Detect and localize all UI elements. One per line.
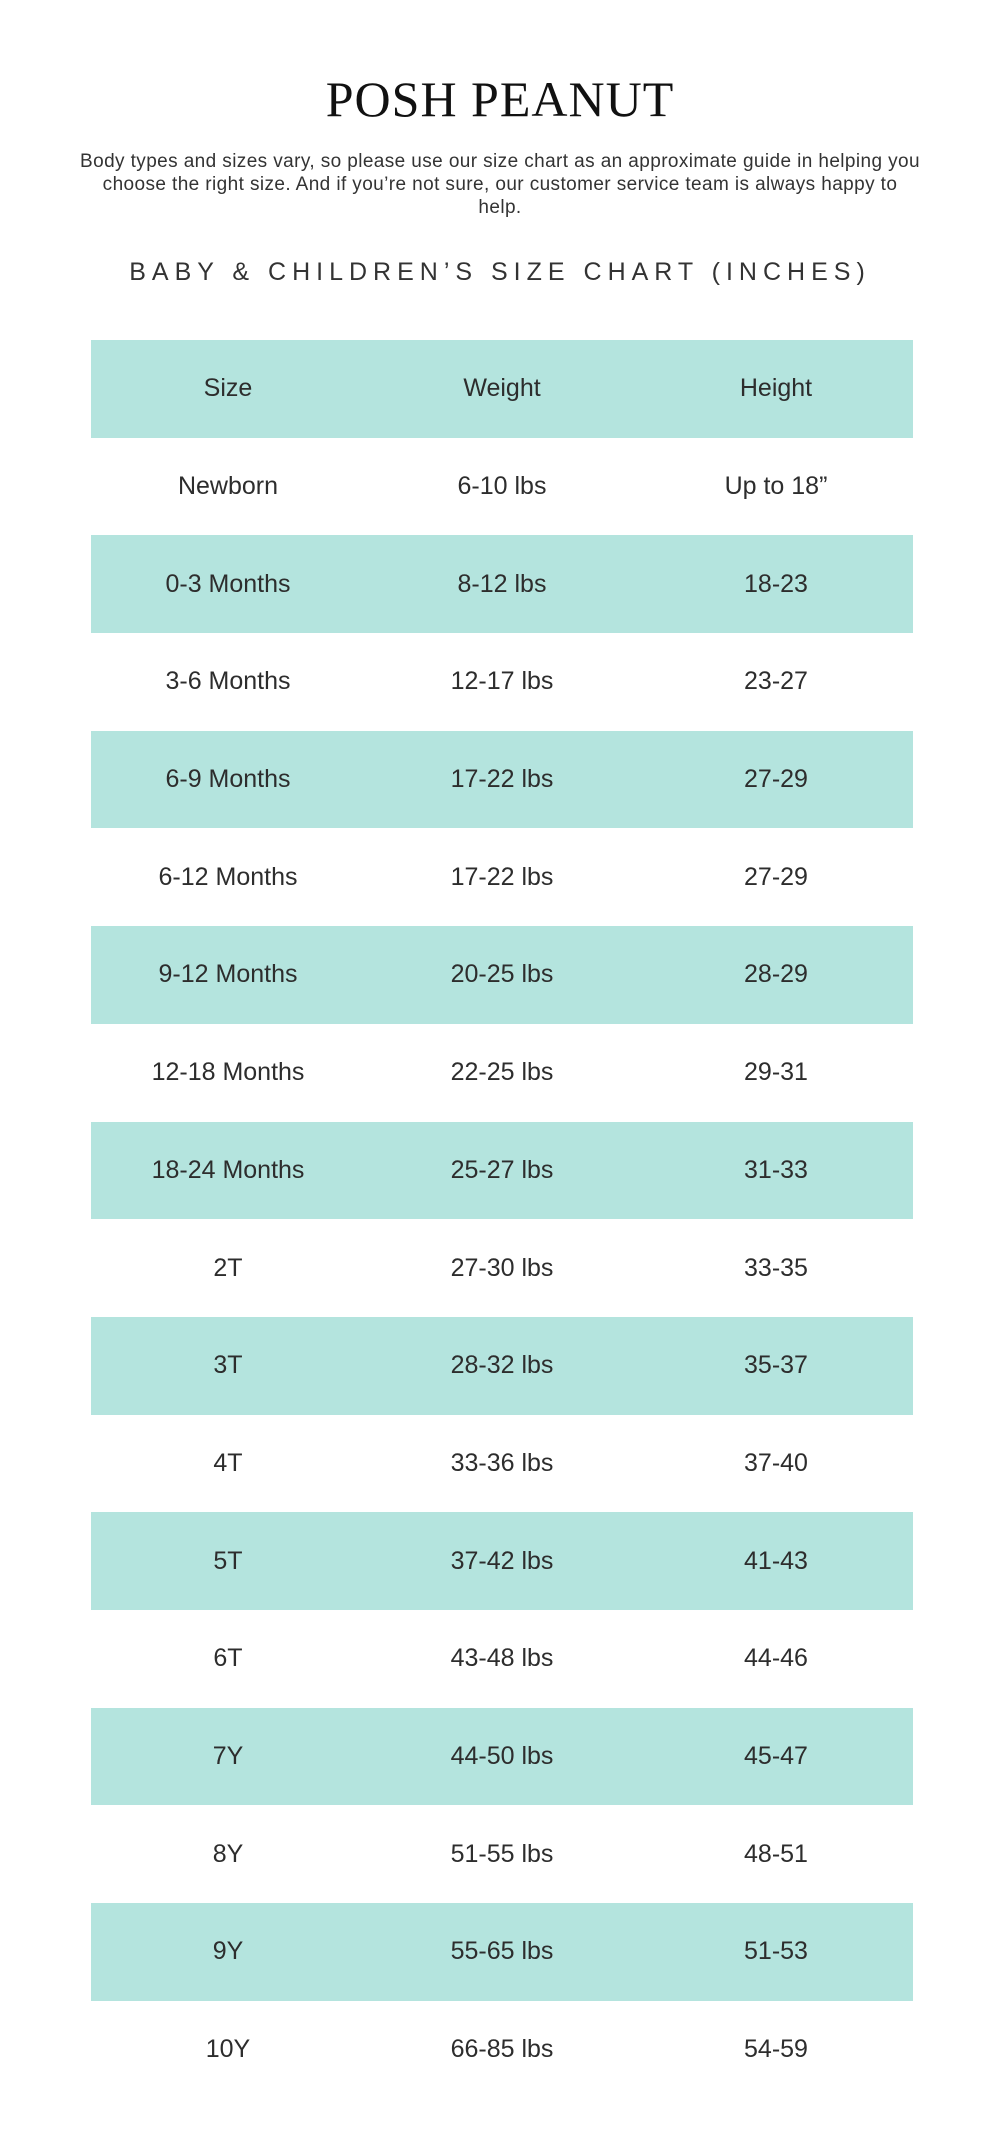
cell-size: 4T [213,1448,243,1477]
cell-weight: 43-48 lbs [450,1644,554,1673]
cell-weight: 55-65 lbs [365,1903,639,2001]
table-header-row [91,340,913,438]
cell-size: 6-12 Months [158,862,298,891]
cell-height: 51-53 [639,1903,913,2001]
cell-size: 5T [91,1512,365,1610]
cell-size: 12-18 Months [151,1058,305,1087]
cell-height: 37-40 [744,1448,808,1477]
table-row [91,1122,913,1220]
cell-weight: 27-30 lbs [450,1253,554,1282]
cell-size: 6-9 Months [91,731,365,829]
cell-height: 23-27 [744,667,808,696]
cell-weight: 51-55 lbs [450,1839,554,1868]
table-row [91,535,913,633]
brand-logo: POSH PEANUT [325,71,675,127]
table-row [91,1024,913,1122]
table-row [91,1317,913,1415]
cell-height: 41-43 [639,1512,913,1610]
intro-text: Body types and sizes vary, so please use our size chart as an approximate guide in helping you choose the right size. And if you’re not sure, our customer service team is always happy to help. [80,151,920,218]
chart-title: BABY & CHILDREN’S SIZE CHART (INCHES) [129,258,871,286]
cell-height: 33-35 [744,1253,808,1282]
table-row [91,1610,913,1708]
cell-height: 18-23 [639,535,913,633]
cell-size: 10Y [205,2035,251,2064]
cell-weight: 28-32 lbs [365,1317,639,1415]
cell-height: 45-47 [639,1708,913,1806]
table-row [91,731,913,829]
cell-size: Newborn [177,472,279,501]
cell-height: 31-33 [639,1122,913,1220]
table-row [91,1903,913,2001]
table-row [91,1708,913,1806]
header-weight: Weight [365,340,639,438]
table-row [91,1219,913,1317]
cell-weight: 6-10 lbs [457,472,547,501]
cell-height: 27-29 [744,862,808,891]
cell-size: 6T [213,1644,243,1673]
cell-weight: 8-12 lbs [365,535,639,633]
cell-size: 9Y [91,1903,365,2001]
cell-size: 18-24 Months [91,1122,365,1220]
table-row [91,1805,913,1903]
cell-weight: 20-25 lbs [365,926,639,1024]
cell-weight: 44-50 lbs [365,1708,639,1806]
header-height: Height [639,340,913,438]
cell-height: Up to 18” [724,472,828,501]
cell-weight: 66-85 lbs [450,2035,554,2064]
cell-weight: 22-25 lbs [450,1058,554,1087]
table-row [91,1415,913,1513]
cell-height: 28-29 [639,926,913,1024]
header-size: Size [91,340,365,438]
cell-height: 29-31 [744,1058,808,1087]
table-row [91,926,913,1024]
cell-weight: 37-42 lbs [365,1512,639,1610]
cell-size: 3T [91,1317,365,1415]
cell-height: 35-37 [639,1317,913,1415]
cell-size: 9-12 Months [91,926,365,1024]
cell-size: 3-6 Months [165,667,291,696]
table-row [91,633,913,731]
cell-weight: 17-22 lbs [450,862,554,891]
cell-size: 7Y [91,1708,365,1806]
table-row [91,2001,913,2099]
cell-height: 27-29 [639,731,913,829]
cell-weight: 33-36 lbs [450,1448,554,1477]
cell-weight: 12-17 lbs [450,667,554,696]
cell-weight: 17-22 lbs [365,731,639,829]
cell-height: 54-59 [744,2035,808,2064]
cell-weight: 25-27 lbs [365,1122,639,1220]
cell-size: 0-3 Months [91,535,365,633]
size-chart-table [91,340,913,2098]
table-row [91,828,913,926]
cell-size: 2T [213,1253,243,1282]
cell-height: 48-51 [744,1839,808,1868]
cell-height: 44-46 [744,1644,808,1673]
cell-size: 8Y [212,1839,244,1868]
table-row [91,438,913,536]
table-row [91,1512,913,1610]
